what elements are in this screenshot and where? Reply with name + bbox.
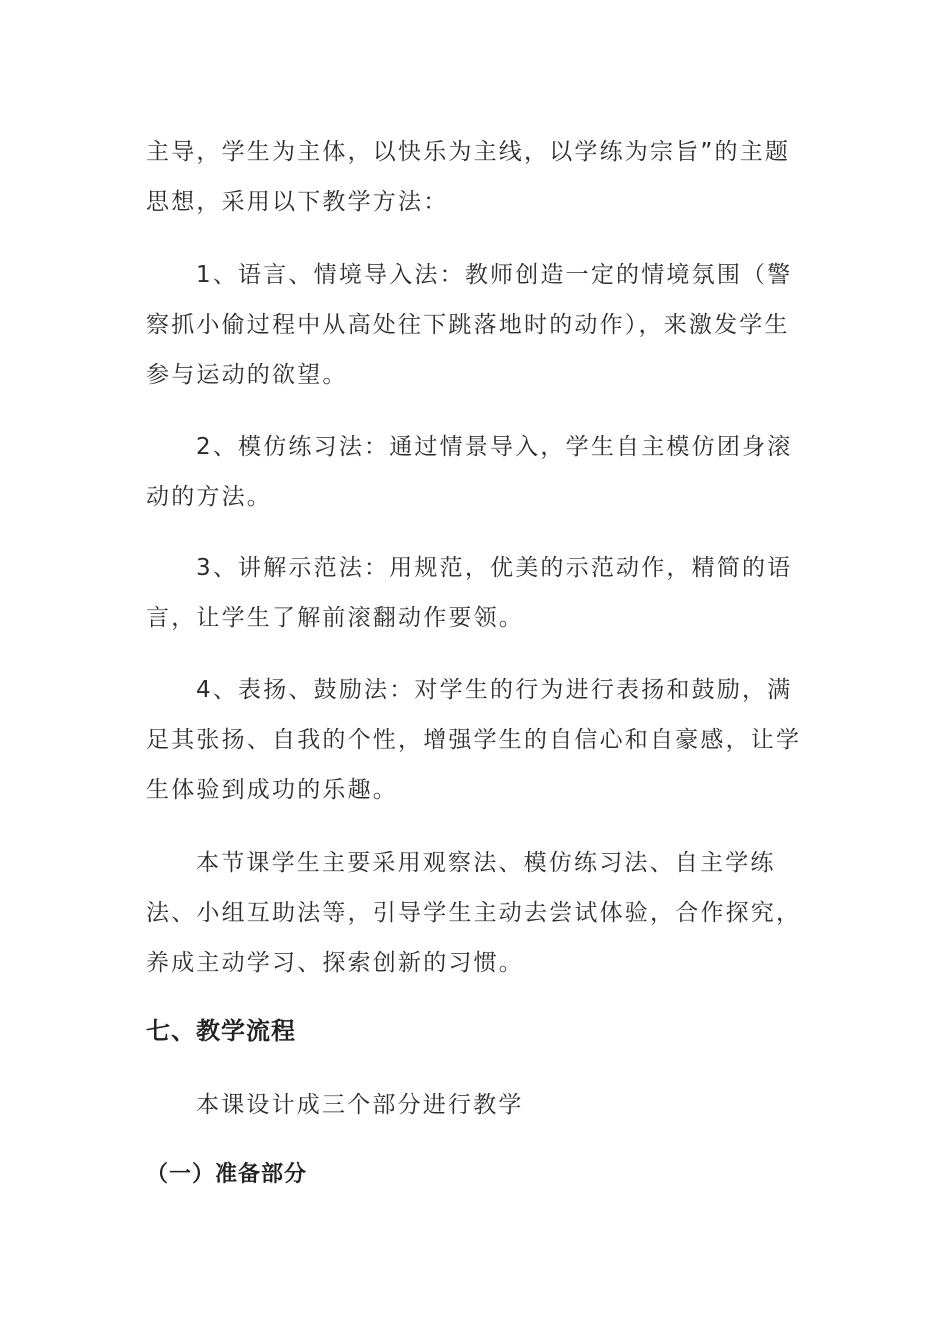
paragraph-method-4: 4、表扬、鼓励法：对学生的行为进行表扬和鼓励，满足其张扬、自我的个性，增强学生的自信心和自豪感，让学生体验到成功的乐趣。	[146, 677, 802, 803]
paragraph-learning-methods: 本节课学生主要采用观察法、模仿练习法、自主学练法、小组互助法等，引导学生主动去尝试体验，合作探究，养成主动学习、探索创新的习惯。	[146, 850, 802, 976]
paragraph-method-3: 3、讲解示范法：用规范，优美的示范动作，精简的语言，让学生了解前滚翻动作要领。	[146, 555, 793, 631]
section-heading: 七、教学流程	[146, 1017, 296, 1045]
paragraph-method-1: 1、语言、情境导入法：教师创造一定的情境氛围（警察抓小偷过程中从高处往下跳落地时的动作），来激发学生参与运动的欲望。	[146, 262, 793, 388]
paragraph-method-2: 2、模仿练习法：通过情景导入，学生自主模仿团身滚动的方法。	[146, 434, 793, 510]
subsection-heading: （一）准备部分	[146, 1162, 308, 1187]
paragraph-teaching-philosophy: 主导，学生为主体，以快乐为主线，以学练为宗旨”的主题思想，采用以下教学方法：	[146, 139, 791, 215]
section-intro: 本课设计成三个部分进行教学	[196, 1092, 524, 1118]
